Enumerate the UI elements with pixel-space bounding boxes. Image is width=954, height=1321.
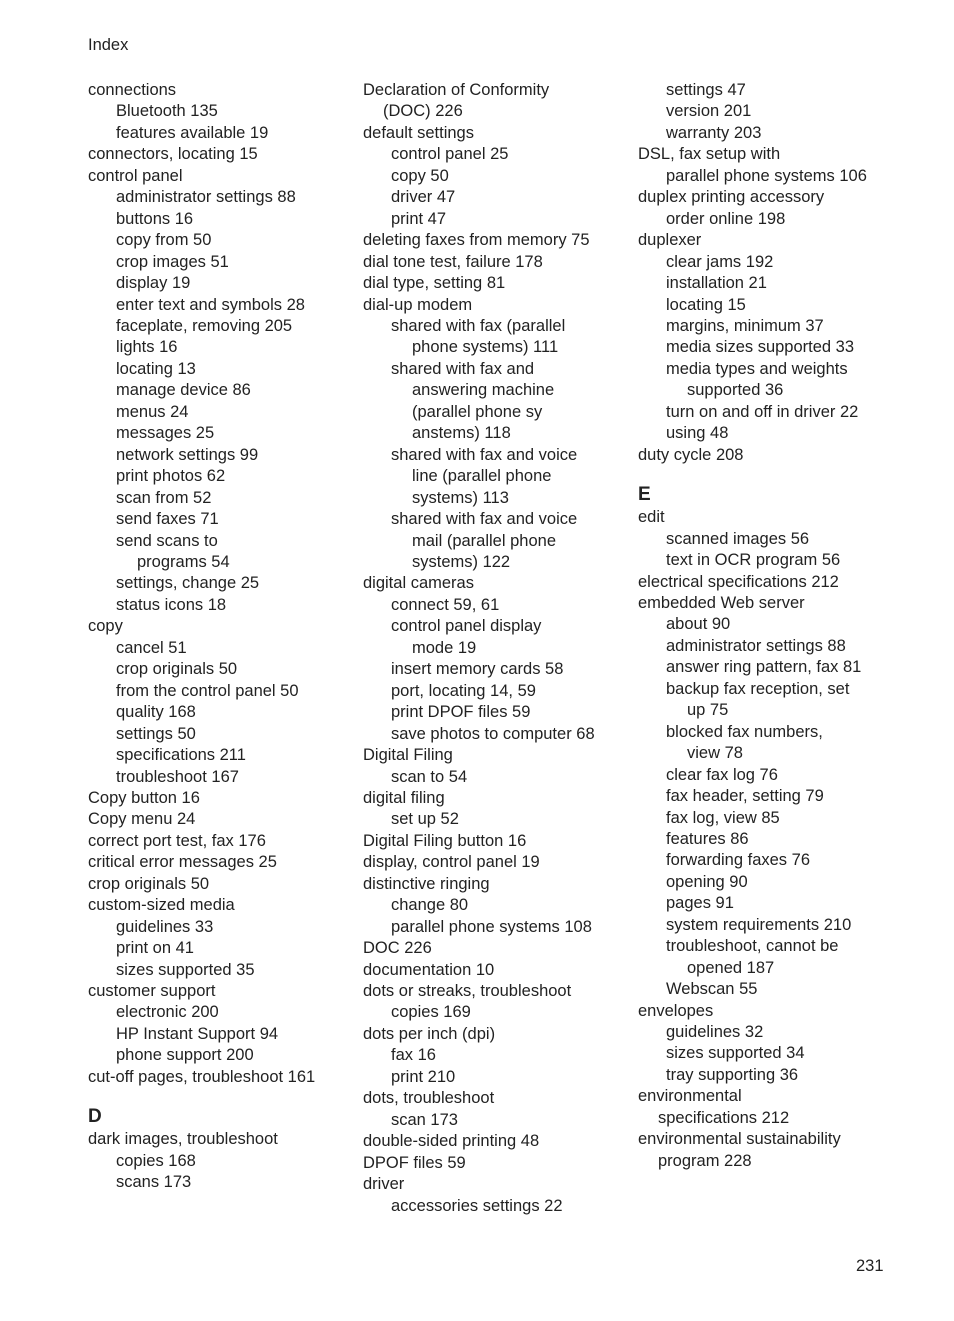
index-subentry: system requirements 210	[666, 915, 852, 934]
index-subentry: copy from 50	[116, 231, 212, 250]
index-subentry: parallel phone systems 108	[391, 917, 592, 936]
index-subentry: print 47	[391, 209, 447, 228]
index-subentry: phone systems) 111	[412, 338, 559, 357]
index-subentry: shared with fax (parallel	[391, 316, 566, 335]
index-subentry: troubleshoot 167	[116, 767, 239, 786]
index-subentry: cancel 51	[116, 638, 187, 657]
index-subentry: faceplate, removing 205	[116, 316, 293, 335]
index-subentry: administrator settings 88	[116, 188, 296, 207]
index-entry: correct port test, fax 176	[88, 831, 266, 850]
index-subentry: media types and weights	[666, 359, 848, 378]
index-subentry: accessories settings 22	[391, 1196, 563, 1215]
index-subentry: answering machine	[412, 381, 555, 400]
index-subentry: send faxes 71	[116, 510, 219, 529]
index-entry: duty cycle 208	[638, 445, 744, 464]
index-subentry: locating 15	[666, 295, 746, 314]
index-subentry: fax 16	[391, 1046, 436, 1065]
index-entry: Declaration of Conformity	[363, 81, 550, 99]
index-subentry: control panel 25	[391, 145, 509, 164]
index-subentry: line (parallel phone	[412, 467, 552, 486]
index-subentry: shared with fax and	[391, 359, 535, 378]
index-subentry: scan to 54	[391, 767, 468, 786]
index-entry: duplex printing accessory	[638, 188, 825, 207]
index-subentry: shared with fax and voice	[391, 510, 578, 529]
index-entry: custom-sized media	[88, 896, 235, 915]
index-subentry: fax header, setting 79	[666, 787, 824, 806]
index-entry: DOC 226	[363, 939, 432, 958]
index-entry: envelopes	[638, 1001, 714, 1020]
index-subentry: installation 21	[666, 274, 767, 293]
index-entry: dots or streaks, troubleshoot	[363, 982, 572, 1001]
running-header: Index	[88, 36, 129, 54]
index-subentry: administrator settings 88	[666, 636, 846, 655]
index-subentry: systems) 122	[412, 552, 511, 571]
index-subentry: programs 54	[137, 552, 230, 571]
index-subentry: systems) 113	[412, 488, 509, 507]
index-subentry: print 210	[391, 1067, 456, 1086]
index-subentry: clear jams 192	[666, 252, 774, 271]
index-subentry: specifications 211	[116, 746, 246, 765]
index-subentry: send scans to	[116, 531, 218, 550]
index-subentry: network settings 99	[116, 445, 259, 464]
index-subentry: order online 198	[666, 209, 786, 228]
index-subentry: connect 59, 61	[391, 595, 500, 614]
index-column-3	[638, 80, 908, 1172]
index-subentry: specifications 212	[658, 1108, 790, 1127]
index-subentry: port, locating 14, 59	[391, 681, 536, 700]
index-entry: driver	[363, 1175, 405, 1194]
index-subentry: lights 16	[116, 338, 178, 357]
index-subentry: up 75	[687, 701, 729, 720]
index-subentry: scan 173	[391, 1110, 458, 1129]
index-column-1	[88, 80, 358, 1194]
index-entry: Copy button 16	[88, 788, 200, 807]
index-subentry: buttons 16	[116, 209, 194, 228]
index-subentry: messages 25	[116, 424, 215, 443]
index-subentry: change 80	[391, 896, 469, 915]
index-entry: display, control panel 19	[363, 853, 540, 872]
index-column-2	[363, 80, 633, 1217]
index-entry: distinctive ringing	[363, 874, 490, 893]
index-letter-heading: E	[638, 484, 651, 506]
index-subentry: menus 24	[116, 402, 189, 421]
index-entry: default settings	[363, 123, 474, 142]
index-subentry: shared with fax and voice	[391, 445, 578, 464]
index-entry: digital filing	[363, 788, 445, 807]
index-subentry: set up 52	[391, 810, 459, 829]
index-subentry: crop originals 50	[116, 660, 238, 679]
index-entry: critical error messages 25	[88, 853, 277, 872]
index-subentry: control panel display	[391, 617, 542, 636]
index-subentry: print DPOF files 59	[391, 703, 531, 722]
index-subentry: media sizes supported 33	[666, 338, 855, 357]
index-entry: electrical specifications 212	[638, 572, 839, 591]
index-entry: cut-off pages, troubleshoot 161	[88, 1067, 316, 1086]
index-subentry: settings 47	[666, 81, 746, 99]
index-subentry: warranty 203	[666, 123, 762, 142]
index-subentry: HP Instant Support 94	[116, 1024, 279, 1043]
index-subentry: answer ring pattern, fax 81	[666, 658, 862, 677]
index-subentry: mode 19	[412, 638, 477, 657]
index-subentry: guidelines 33	[116, 917, 214, 936]
index-subentry: insert memory cards 58	[391, 660, 564, 679]
index-subentry: version 201	[666, 102, 752, 121]
index-subentry: settings, change 25	[116, 574, 260, 593]
index-subentry: mail (parallel phone	[412, 531, 556, 550]
index-entry: DPOF files 59	[363, 1153, 466, 1172]
index-subentry: using 48	[666, 424, 729, 443]
index-subentry: features 86	[666, 829, 749, 848]
index-subentry: copies 168	[116, 1151, 196, 1170]
index-entry: environmental sustainability	[638, 1130, 841, 1149]
index-entry: edit	[638, 508, 665, 527]
index-entry: dial type, setting 81	[363, 274, 506, 293]
index-letter-heading: D	[88, 1106, 102, 1128]
index-subentry: quality 168	[116, 703, 196, 722]
index-entry: customer support	[88, 982, 216, 1001]
index-subentry: (parallel phone sy	[412, 402, 543, 421]
index-subentry: display 19	[116, 274, 191, 293]
index-subentry: fax log, view 85	[666, 808, 780, 827]
index-entry: deleting faxes from memory 75	[363, 231, 590, 250]
index-subentry: copy 50	[391, 166, 449, 185]
index-subentry: scans 173	[116, 1173, 192, 1192]
index-subentry: about 90	[666, 615, 731, 634]
index-entry: control panel	[88, 166, 183, 185]
index-subentry: opened 187	[687, 958, 775, 977]
index-entry: duplexer	[638, 231, 702, 250]
index-subentry: settings 50	[116, 724, 196, 743]
index-subentry: copies 169	[391, 1003, 471, 1022]
index-entry: double-sided printing 48	[363, 1132, 540, 1151]
index-subentry: view 78	[687, 744, 743, 763]
index-subentry: forwarding faxes 76	[666, 851, 810, 870]
index-subentry: margins, minimum 37	[666, 316, 824, 335]
index-entry: dial tone test, failure 178	[363, 252, 543, 271]
index-entry: connections	[88, 81, 177, 99]
index-entry: crop originals 50	[88, 874, 210, 893]
index-subentry: blocked fax numbers,	[666, 722, 823, 741]
index-subentry: clear fax log 76	[666, 765, 778, 784]
index-subentry: sizes supported 35	[116, 960, 255, 979]
index-entry: embedded Web server	[638, 593, 805, 612]
index-subentry: scan from 52	[116, 488, 212, 507]
index-entry: dark images, troubleshoot	[88, 1130, 278, 1149]
index-subentry: anstems) 118	[412, 424, 511, 443]
index-subentry: status icons 18	[116, 595, 227, 614]
index-entry: dots per inch (dpi)	[363, 1024, 496, 1043]
index-entry: environmental	[638, 1087, 742, 1106]
index-subentry: pages 91	[666, 894, 734, 913]
index-subentry: troubleshoot, cannot be	[666, 937, 839, 956]
index-subentry: phone support 200	[116, 1046, 254, 1065]
index-entry: Digital Filing button 16	[363, 831, 527, 850]
index-subentry: turn on and off in driver 22	[666, 402, 859, 421]
index-entry: Digital Filing	[363, 746, 453, 765]
index-subentry: (DOC) 226	[383, 102, 463, 121]
index-subentry: scanned images 56	[666, 529, 810, 548]
index-subentry: opening 90	[666, 872, 748, 891]
index-entry: digital cameras	[363, 574, 474, 593]
index-entry: copy	[88, 617, 123, 636]
index-subentry: features available 19	[116, 123, 269, 142]
index-subentry: program 228	[658, 1151, 752, 1170]
index-entry: documentation 10	[363, 960, 495, 979]
index-subentry: Webscan 55	[666, 980, 758, 999]
index-subentry: print photos 62	[116, 467, 226, 486]
index-subentry: tray supporting 36	[666, 1065, 799, 1084]
index-entry: DSL, fax setup with	[638, 145, 781, 164]
index-subentry: guidelines 32	[666, 1023, 764, 1042]
index-entry: dots, troubleshoot	[363, 1089, 495, 1108]
index-entry: Copy menu 24	[88, 810, 196, 829]
index-subentry: Bluetooth 135	[116, 102, 218, 121]
index-subentry: manage device 86	[116, 381, 251, 400]
index-subentry: backup fax reception, set	[666, 679, 850, 698]
index-subentry: electronic 200	[116, 1003, 219, 1022]
index-subentry: parallel phone systems 106	[666, 166, 867, 185]
index-subentry: print on 41	[116, 939, 194, 958]
index-subentry: save photos to computer 68	[391, 724, 595, 743]
index-subentry: supported 36	[687, 381, 784, 400]
index-subentry: enter text and symbols 28	[116, 295, 305, 314]
index-subentry: text in OCR program 56	[666, 551, 841, 570]
index-subentry: crop images 51	[116, 252, 229, 271]
page-number: 231	[856, 1257, 884, 1275]
index-subentry: sizes supported 34	[666, 1044, 805, 1063]
index-subentry: driver 47	[391, 188, 456, 207]
index-entry: dial-up modem	[363, 295, 473, 314]
index-entry: connectors, locating 15	[88, 145, 258, 164]
index-subentry: locating 13	[116, 359, 196, 378]
index-subentry: from the control panel 50	[116, 681, 299, 700]
